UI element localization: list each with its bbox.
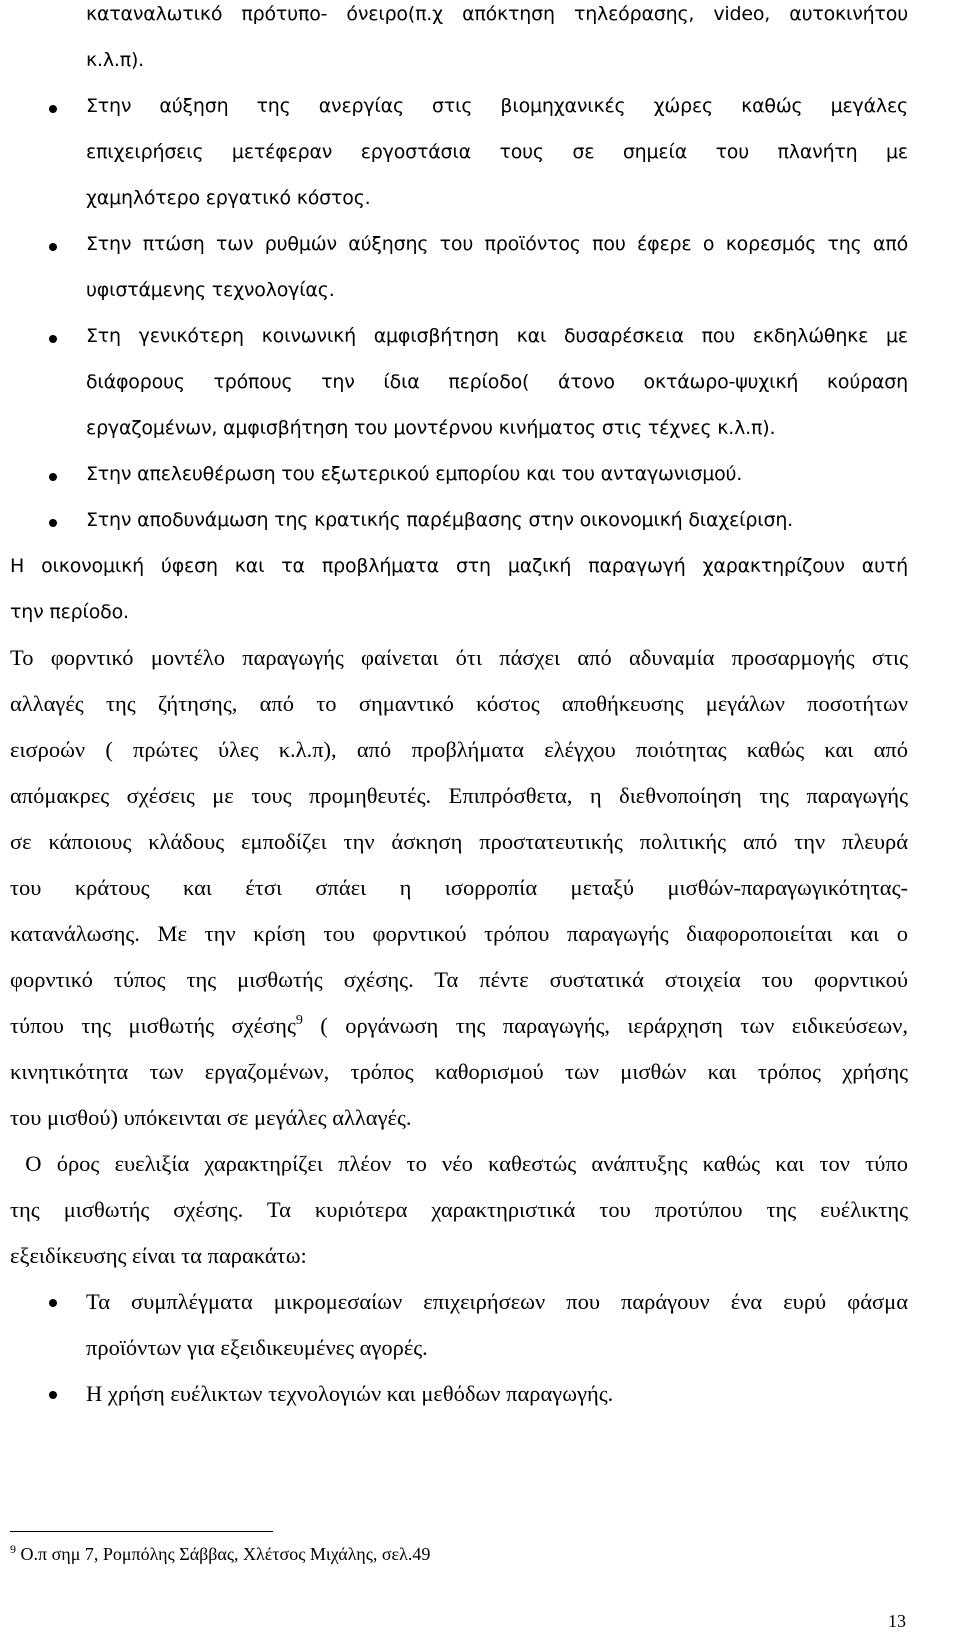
- paragraph-line: του κράτους και έτσι σπάει η ισορροπία μεταξύ μισθών-παραγωγικότητας-: [10, 875, 908, 900]
- paragraph-line: Ο όρος ευελιξία χαρακτηρίζει πλέον το νέο καθεστώς ανάπτυξης καθώς και τον τύπο: [10, 1151, 908, 1176]
- list-line: καταναλωτικό πρότυπο- όνειρο(π.χ απόκτηση τηλεόρασης, video, αυτοκινήτου: [86, 3, 908, 25]
- paragraph-line: Η οικονομική ύφεση και τα προβλήματα στη μαζική παραγωγή χαρακτηρίζουν αυτή: [10, 555, 908, 577]
- list-line: Στην απελευθέρωση του εξωτερικού εμπορίου και του ανταγωνισμού.: [86, 463, 743, 485]
- bullet-icon: [49, 335, 57, 343]
- bullet-icon: [49, 105, 57, 113]
- list-line: χαμηλότερο εργατικό κόστος.: [86, 187, 371, 209]
- bullet-icon: [49, 1391, 57, 1399]
- list-line: εργαζομένων, αμφισβήτηση του μοντέρνου κινήματος στις τέχνες κ.λ.π).: [86, 417, 776, 439]
- paragraph-line: κατανάλωσης. Με την κρίση του φορντικού τρόπου παραγωγής διαφοροποιείται και ο: [10, 921, 908, 946]
- paragraph-line: φορντικό τύπος της μισθωτής σχέσης. Τα πέντε συστατικά στοιχεία του φορντικού: [10, 967, 908, 992]
- paragraph-line: εισροών ( πρώτες ύλες κ.λ.π), από προβλήματα ελέγχου ποιότητας καθώς και από: [10, 737, 908, 762]
- footnote-reference: 9: [295, 1013, 303, 1028]
- footnote-separator: [10, 1531, 273, 1532]
- list-line: υφιστάμενης τεχνολογίας.: [86, 279, 335, 301]
- list-line: προϊόντων για εξειδικευμένες αγορές.: [86, 1335, 428, 1360]
- paragraph-line: Το φορντικό μοντέλο παραγωγής φαίνεται ότι πάσχει από αδυναμία προσαρμογής στις: [10, 645, 908, 670]
- page-number: 13: [888, 1611, 906, 1631]
- list-line: Στη γενικότερη κοινωνική αμφισβήτηση και δυσαρέσκεια που εκδηλώθηκε με: [86, 325, 908, 347]
- list-line: κ.λ.π).: [86, 49, 145, 71]
- list-line: επιχειρήσεις μετέφεραν εργοστάσια τους σε σημεία του πλανήτη με: [86, 141, 908, 163]
- list-line: Στην αύξηση της ανεργίας στις βιομηχανικές χώρες καθώς μεγάλες: [86, 95, 908, 117]
- list-line: Στην αποδυνάμωση της κρατικής παρέμβασης στην οικονομική διαχείριση.: [86, 509, 794, 531]
- list-line: Στην πτώση των ρυθμών αύξησης του προϊόντος που έφερε ο κορεσμός της από: [86, 233, 908, 255]
- paragraph-line: κινητικότητα των εργαζομένων, τρόπος καθορισμού των μισθών και τρόπος χρήσης: [10, 1059, 908, 1084]
- paragraph-line: αλλαγές της ζήτησης, από το σημαντικό κόστος αποθήκευσης μεγάλων ποσοτήτων: [10, 691, 908, 716]
- bullet-icon: [49, 473, 57, 481]
- footnote: [10, 1542, 431, 1564]
- paragraph-line: την περίοδο.: [10, 601, 129, 623]
- footnote-text: Ο.π σημ 7, Ρομπόλης Σάββας, Χλέτσος Μιχάλης, σελ.49: [16, 1544, 431, 1564]
- footnote-mark: 9: [10, 1542, 16, 1556]
- list-line: διάφορους τρόπους την ίδια περίοδο( άτονο οκτάωρο-ψυχική κούραση: [86, 371, 908, 393]
- paragraph-line: εξειδίκευσης είναι τα παρακάτω:: [10, 1243, 307, 1268]
- text-span: ( οργάνωση της παραγωγής, ιεράρχηση των ειδικεύσεων,: [302, 1013, 908, 1038]
- paragraph-line: του μισθού) υπόκεινται σε μεγάλες αλλαγές.: [10, 1105, 412, 1130]
- bullet-icon: [49, 519, 57, 527]
- list-line: Τα συμπλέγματα μικρομεσαίων επιχειρήσεων που παράγουν ένα ευρύ φάσμα: [86, 1289, 908, 1314]
- paragraph-line-with-footnote: [10, 1015, 908, 1038]
- text-span: τύπου της μισθωτής σχέσης: [10, 1013, 296, 1038]
- bullet-icon: [49, 1299, 57, 1307]
- paragraph-line: σε κάποιους κλάδους εμποδίζει την άσκηση προστατευτικής πολιτικής από την πλευρά: [10, 829, 908, 854]
- list-line: Η χρήση ευέλικτων τεχνολογιών και μεθόδων παραγωγής.: [86, 1381, 614, 1406]
- bullet-icon: [49, 243, 57, 251]
- paragraph-line: της μισθωτής σχέσης. Τα κυριότερα χαρακτηριστικά του προτύπου της ευέλικτης: [10, 1197, 908, 1222]
- paragraph-line: απόμακρες σχέσεις με τους προμηθευτές. Επιπρόσθετα, η διεθνοποίηση της παραγωγής: [10, 783, 908, 808]
